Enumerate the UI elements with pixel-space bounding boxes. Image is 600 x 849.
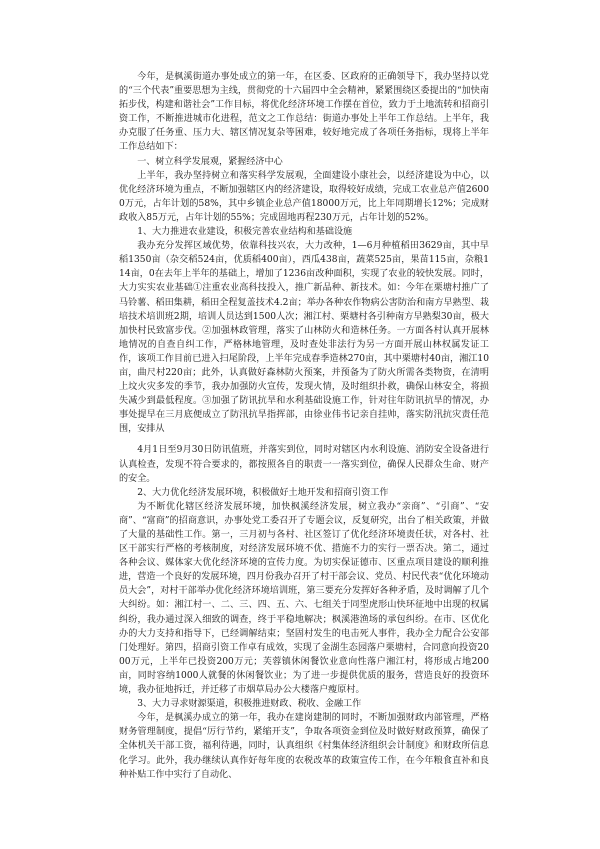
section-heading-1: 一、树立科学发展观，紧握经济中心	[137, 156, 283, 167]
subsection-heading-agriculture: 1、大力推进农业建设，积极完善农业结构和基础设施	[137, 227, 353, 238]
paragraph-finance: 今年，是枫溪办成立的第一年，我办在建岗建制的同时，不断加强财政内部管理，严格财务管理制度，提倡“厉行节约，紧缩开支”，争取各项资金到位及时做好财政预算，确保了全体机关干部工资，福利待遇，同时，认真组织《村集体经济组织会计制度》和财政所信息化学习。此外，我办继续认真作好每年度的农税改革的政策宣传工作，在今年粮食直补和良种补贴工作中实行了自动化、	[119, 713, 489, 780]
paragraph-intro: 今年，是枫溪街道办事处成立的第一年，在区委、区政府的正确领导下，我办坚持以党的“三个代表”重要思想为主线，贯彻党的十六届四中全会精神，紧紧围绕区委提出的“加快南拓步伐，构建和谐社会”工作目标，将优化经济环境工作摆在首位，致力于土地流转和招商引资工作，不断推进城市化进程，范文之工作总结：街道办事处上半年工作总结。上半年，我办克服了任务重、压力大、辖区情况复杂等困难，较好地完成了各项任务指标，现将上半年工作总结如下：	[119, 72, 489, 153]
paragraph-agriculture: 我办充分发挥区域优势，依靠科技兴农，大力改种，1—6月种植稻田3629亩，其中早稻1350亩（杂交稻524亩，优质稻400亩），西瓜438亩，蔬菜525亩，果苗115亩，杂粮114亩，0在去年上半年的基础上，增加了1236亩改种面积，实现了农业的较快发展。同时，大力实实农业基础①注重农业高科技投入，推广新品种、新技术。如：今年在栗塘村推广了马铃薯、稻田集耕，稻田全程复盖技术4.2亩；举办各种农作物病公害防治和南方早熟型、栽培技术培训班2期，培训人员达到1500人次；湘江村、栗塘村各引种南方早熟梨30亩，极大加快村民致富步伐。②加强林政管理，落实了山林防火和造林任务。一方面各村认真开展林地情况的自查自纠工作，严格林地管理，及时查处非法行为另一方面开展山林权属发证工作，该项工作目前已进入扫尾阶段，上半年完成春季造林270亩，其中栗塘村40亩，湘江10亩，曲尺村220亩；此外，认真做好森林防火预案，并预备为了防火所需各类物资，在清明上坟火灾多发的季节，我办加强防火宣传，发现火情，及时组织扑救，确保山林安全，将损失减少到最低程度。③加强了防讯抗旱和水利基础设施工作，针对往年防讯抗旱的情况，办事处提早在三月底便成立了防汛抗旱指挥部，由徐业伟书记亲自挂帅，落实防汛抗灾责任范围，安排从	[119, 241, 489, 435]
subsection-heading-environment: 2、大力优化经济发展环境，积极做好土地开发和招商引资工作	[137, 487, 389, 498]
paragraph-environment: 为不断优化辖区经济发展环境，加快枫溪经济发展，树立我办“亲商”、“引商”、“安商”、“富商”的招商意识，办事处党工委召开了专题会议，反复研究，出台了相关政策，并做了大量的基础性工作。第一，三月初与各村、社区签订了优化经济环境责任状，对各村、社区干部实行严格的考核制度，对经济发展环境不优、措施不力的实行一票否决。第二，通过各种会议、媒体家大优化经济环境的宣传力度。为切实保证德市、区重点项目建设的顺利推进，营造一个良好的发展环境，四月份我办召开了村干部会议、党员、村民代表“优化环境动员大会”，对村干部举办优化经济环境培训班，第三要充分发挥好各种矛盾，及时调解了几个大纠纷。如：湘江村一、二、三、四、五、六、七组关于同型虎形山快环征地中出现的权属纠纷，我办通过深入细致的调查，终于平稳地解决；枫溪港渔场的承包纠纷。在市、区优化办的大力支持和指导下，已经调解结束；坚固村发生的电击死人事件，我办全力配合公安部门处理好。第四，招商引资工作卓有成效，实现了金湖生态园落户栗塘村，合同意向投资2000万元，上半年已投资200万元；芙蓉镇休闲餐饮业意向性落户湘江村，将形成占地200亩，同时容纳1000人就餐的休闲餐饮业；为了进一步提供优质的服务，营造良好的投资环境，我办征地拆迁，并迁移了市烟草局办公大楼落户瘦原村。	[119, 501, 489, 696]
paragraph-economy: 上半年，我办坚持树立和落实科学发展观，全面建设小康社会，以经济建设为中心，以优化经济环境为重点，不断加强辖区内的经济建设，取得较好成绩，完成工农业总产值26000万元，占年计划的58%，其中乡镇企业总产值18000万元，比上年同期增长12%；完成财政收入85万元，占年计划的55%；完成固地再程230万元，占年计划的52%。	[119, 170, 489, 223]
paragraph-flood-duty: 4月1日至9月30日防讯值班，并落实到位，同时对辖区内水利设施、消防安全设备进行认真检查，发现不符合要求的，都按照各自的职责一一落实到位，确保人民群众生命、财产的安全。	[119, 445, 489, 484]
subsection-heading-finance: 3、大力寻求财源渠道，积极推进财政、税收、金融工作	[137, 699, 362, 710]
document-page	[119, 70, 489, 782]
